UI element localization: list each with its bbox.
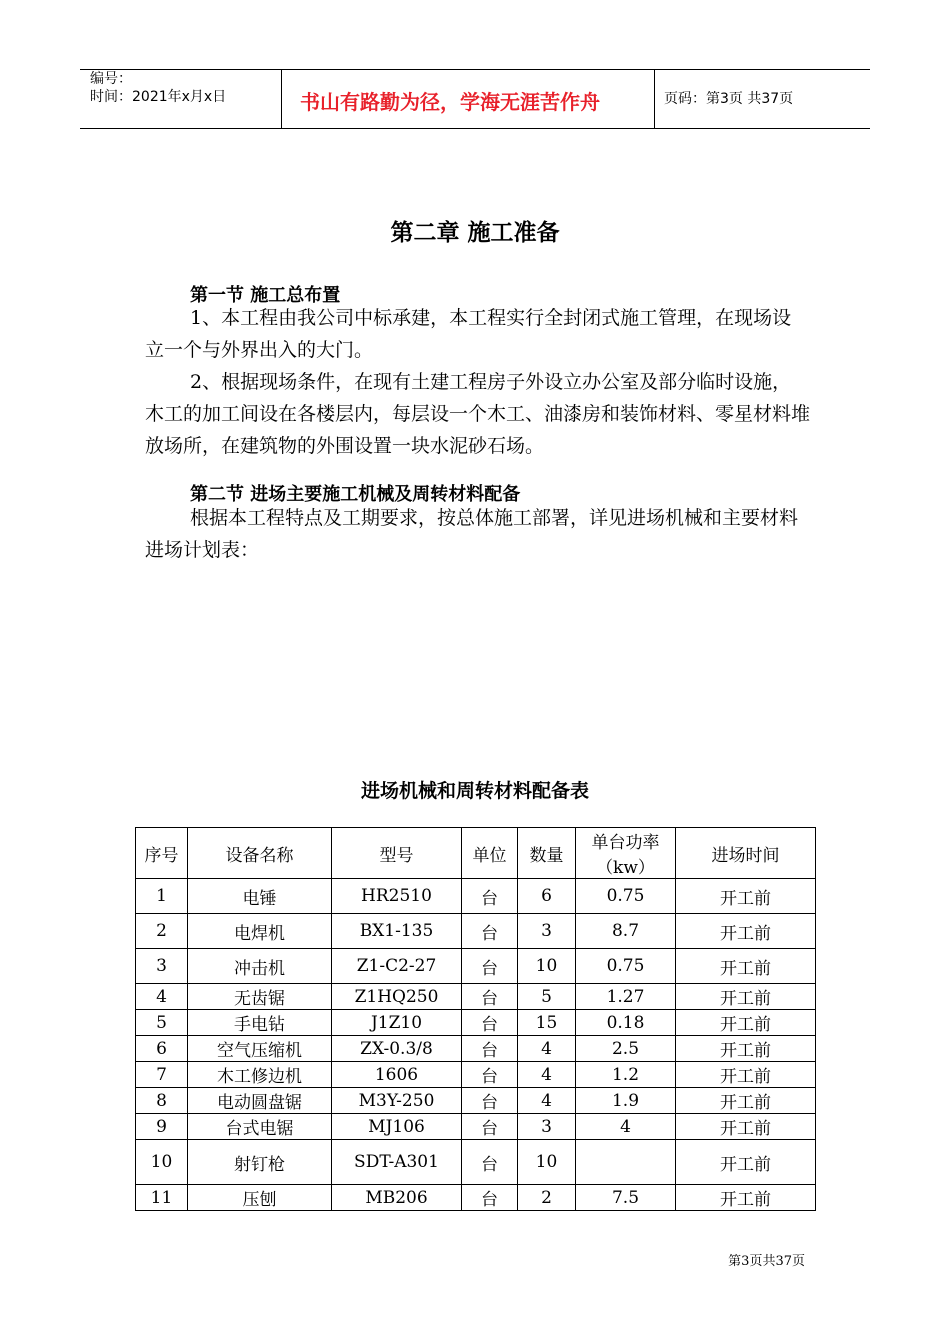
section-title: 第一节 施工总布置	[190, 285, 341, 306]
table-cell: 2	[136, 914, 188, 949]
table-cell: 4	[136, 984, 188, 1010]
table-cell: J1Z10	[332, 1010, 462, 1036]
table-cell: 4	[518, 1062, 576, 1088]
table-cell	[576, 1140, 676, 1185]
table-cell: 3	[518, 1114, 576, 1140]
table-cell: 10	[136, 1140, 188, 1185]
table-row	[136, 1088, 816, 1114]
table-cell: 开工前	[676, 984, 816, 1010]
table-row	[136, 1185, 816, 1211]
table-header-row	[136, 828, 816, 879]
table-cell: 4	[518, 1036, 576, 1062]
table-title: 进场机械和周转材料配备表	[360, 780, 589, 802]
table-cell: 3	[136, 949, 188, 984]
table-cell: 开工前	[676, 1088, 816, 1114]
table-cell: 9	[136, 1114, 188, 1140]
table-cell: 11	[136, 1185, 188, 1211]
table-cell: 开工前	[676, 1062, 816, 1088]
table-cell: 开工前	[676, 914, 816, 949]
table-row	[136, 1140, 816, 1185]
table-cell: 1606	[332, 1062, 462, 1088]
table-cell: Z1HQ250	[332, 984, 462, 1010]
table-cell: Z1-C2-27	[332, 949, 462, 984]
table-row	[136, 879, 816, 914]
header-cell: 进场时间	[676, 828, 816, 879]
table-cell: 1.27	[576, 984, 676, 1010]
header-bottom-rule	[80, 128, 870, 129]
table-cell: 8	[136, 1088, 188, 1114]
table-cell: MB206	[332, 1185, 462, 1211]
table-cell: 台	[462, 914, 518, 949]
table-cell: 开工前	[676, 949, 816, 984]
table-row	[136, 1036, 816, 1062]
table-cell: 10	[518, 949, 576, 984]
header-top-rule	[80, 69, 870, 70]
table-cell: MJ106	[332, 1114, 462, 1140]
table-cell: 空气压缩机	[188, 1036, 332, 1062]
document-time-label: 时间：2021年x月x日	[90, 89, 227, 105]
table-cell: 2.5	[576, 1036, 676, 1062]
table-cell: 台	[462, 984, 518, 1010]
header-divider	[281, 69, 282, 129]
table-cell: 2	[518, 1185, 576, 1211]
table-cell: 开工前	[676, 879, 816, 914]
header-motto: 书山有路勤为径，学海无涯苦作舟	[300, 90, 600, 114]
table-cell: 6	[136, 1036, 188, 1062]
table-row	[136, 914, 816, 949]
table-row	[136, 949, 816, 984]
table-cell: 电焊机	[188, 914, 332, 949]
table-cell: 电动圆盘锯	[188, 1088, 332, 1114]
table-cell: 1.2	[576, 1062, 676, 1088]
table-cell: 4	[576, 1114, 676, 1140]
table-cell: 0.18	[576, 1010, 676, 1036]
table-cell: 手电钻	[188, 1010, 332, 1036]
table-cell: 台式电锯	[188, 1114, 332, 1140]
table-row	[136, 984, 816, 1010]
table-cell: 7.5	[576, 1185, 676, 1211]
table-cell: 1	[136, 879, 188, 914]
table-cell: 6	[518, 879, 576, 914]
section-title: 第二节 进场主要施工机械及周转材料配备	[190, 484, 521, 505]
paragraph: 2、根据现场条件，在现有土建工程房子外设立办公室及部分临时设施，木工的加工间设在各楼层内，每层设一个木工、油漆房和装饰材料、零星材料堆放场所，在建筑物的外围设置一块水泥砂石场。	[145, 371, 811, 457]
section-body	[145, 302, 810, 462]
table-cell: 5	[518, 984, 576, 1010]
header-cell: 单位	[462, 828, 518, 879]
equipment-table	[135, 827, 816, 1211]
table-row	[136, 1010, 816, 1036]
table-cell: 开工前	[676, 1114, 816, 1140]
table-cell: M3Y-250	[332, 1088, 462, 1114]
document-number-label: 编号：	[90, 71, 132, 87]
table-cell: 开工前	[676, 1140, 816, 1185]
table-cell: 7	[136, 1062, 188, 1088]
table-cell: 台	[462, 949, 518, 984]
table-cell: 5	[136, 1010, 188, 1036]
header-cell: 设备名称	[188, 828, 332, 879]
header-divider	[654, 69, 655, 129]
table-cell: 4	[518, 1088, 576, 1114]
table-cell: 台	[462, 1062, 518, 1088]
header-cell: 序号	[136, 828, 188, 879]
header-cell: 单台功率（kw）	[576, 828, 676, 879]
page-footer: 第3页共37页	[728, 1254, 805, 1269]
table-cell: 台	[462, 879, 518, 914]
table-cell: 台	[462, 1114, 518, 1140]
table-cell: 压刨	[188, 1185, 332, 1211]
table-cell: 无齿锯	[188, 984, 332, 1010]
paragraph: 根据本工程特点及工期要求，按总体施工部署，详见进场机械和主要材料进场计划表：	[145, 507, 799, 561]
table-cell: 开工前	[676, 1036, 816, 1062]
table-cell: 电锤	[188, 879, 332, 914]
table-cell: 台	[462, 1036, 518, 1062]
table-cell: 台	[462, 1010, 518, 1036]
table-cell: SDT-A301	[332, 1140, 462, 1185]
table-cell: 冲击机	[188, 949, 332, 984]
table-cell: 1.9	[576, 1088, 676, 1114]
table-cell: 0.75	[576, 879, 676, 914]
table-cell: ZX-0.3/8	[332, 1036, 462, 1062]
table-row	[136, 1114, 816, 1140]
table-cell: 台	[462, 1185, 518, 1211]
paragraph: 1、本工程由我公司中标承建，本工程实行全封闭式施工管理，在现场设立一个与外界出入的大门。	[145, 307, 792, 361]
table-cell: 开工前	[676, 1185, 816, 1211]
table-cell: 开工前	[676, 1010, 816, 1036]
chapter-title: 第二章 施工准备	[390, 220, 560, 246]
table-row	[136, 1062, 816, 1088]
header-cell: 型号	[332, 828, 462, 879]
table-cell: 台	[462, 1088, 518, 1114]
table-cell: BX1-135	[332, 914, 462, 949]
table-cell: 台	[462, 1140, 518, 1185]
table-cell: 木工修边机	[188, 1062, 332, 1088]
header-page-label: 页码：第3页 共37页	[664, 91, 794, 107]
table-cell: 射钉枪	[188, 1140, 332, 1185]
table-cell: HR2510	[332, 879, 462, 914]
table-cell: 8.7	[576, 914, 676, 949]
table-cell: 10	[518, 1140, 576, 1185]
table-cell: 15	[518, 1010, 576, 1036]
header-cell: 数量	[518, 828, 576, 879]
table-cell: 3	[518, 914, 576, 949]
section-body	[145, 502, 810, 566]
table-cell: 0.75	[576, 949, 676, 984]
